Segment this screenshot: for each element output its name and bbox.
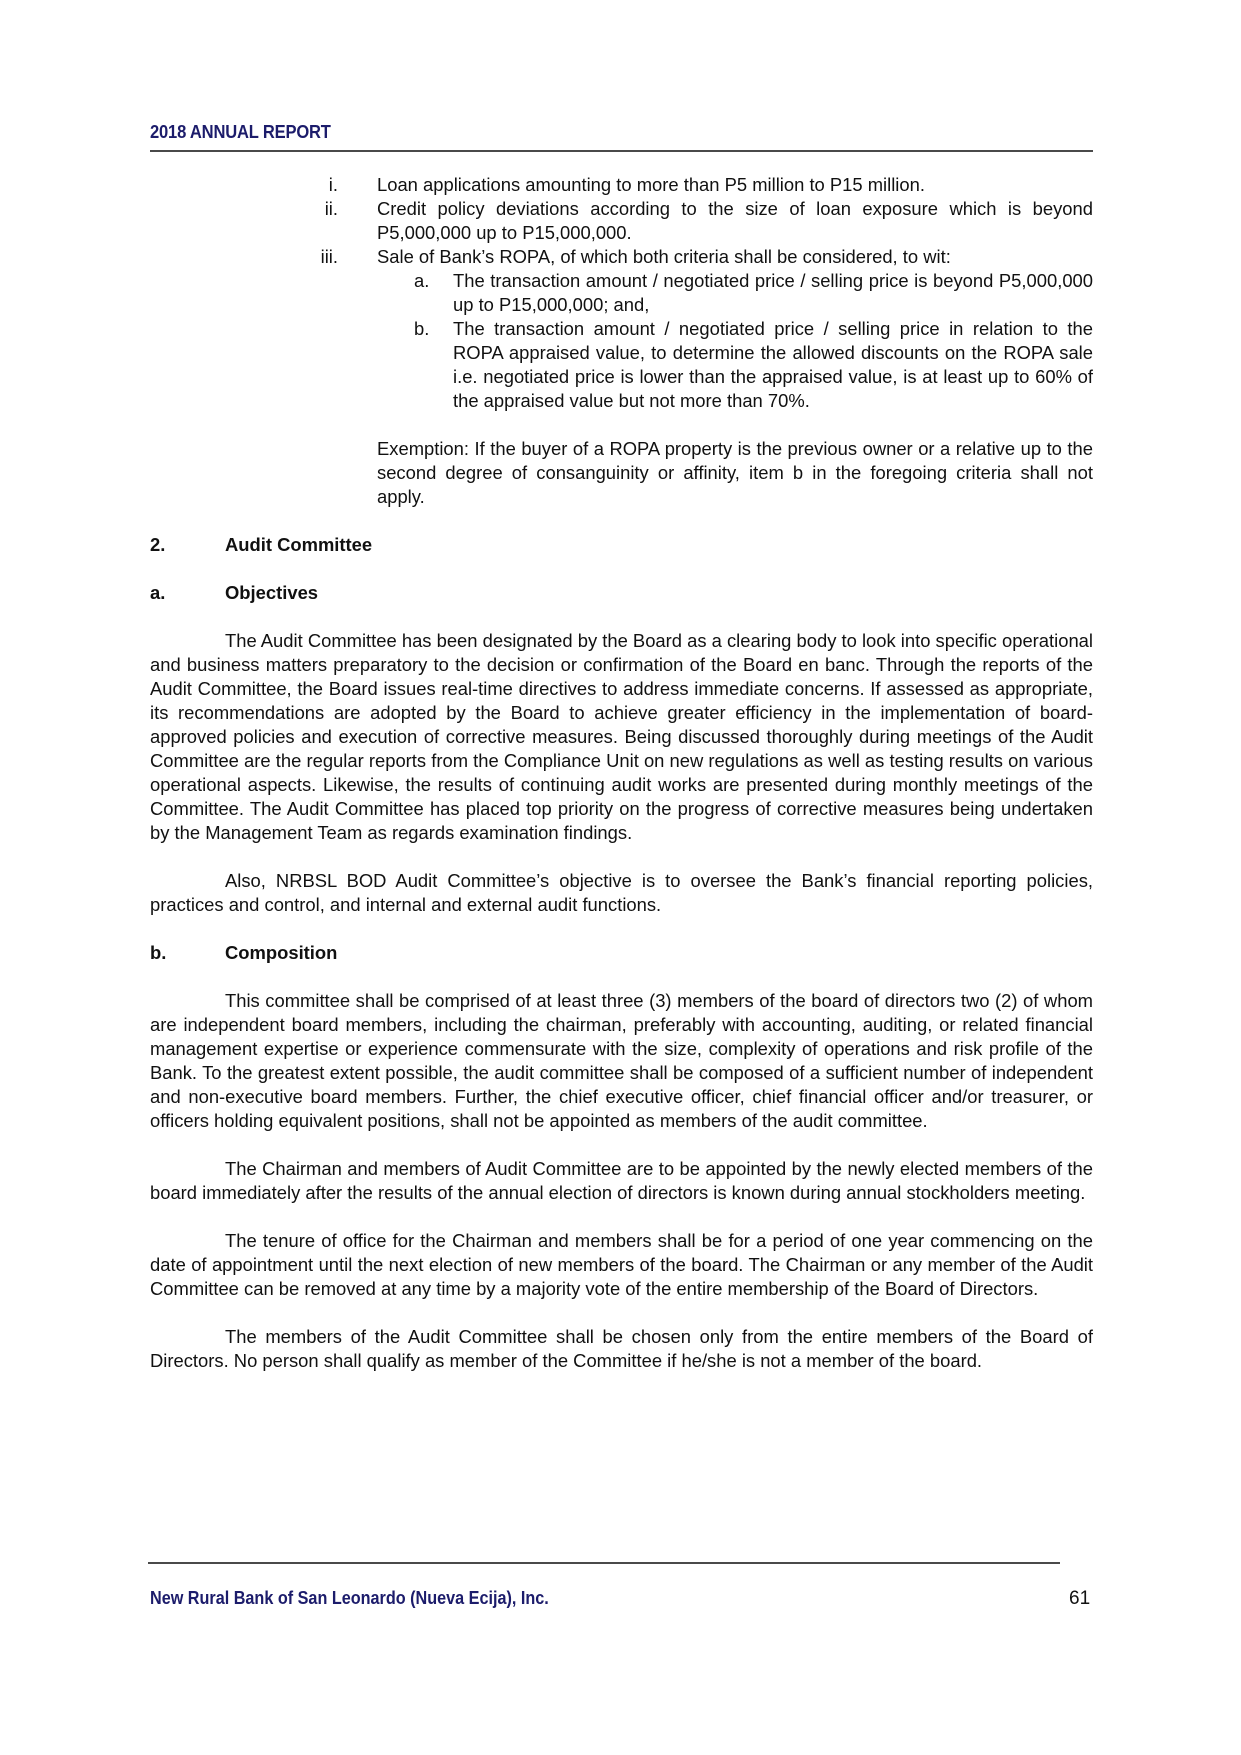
sub-item-number: b. bbox=[414, 318, 430, 339]
composition-paragraph-1: This committee shall be comprised of at least three (3) members of the board of directors two (2) of whom are independent board members, including the chairman, preferably with accounting, auditing, or related financial management expertise or experience commensurate with the size, complexity of operations and risk profile of the Bank. To the greatest extent possible, the audit committee shall be composed of a sufficient number of independent and non-executive board members. Further, the chief executive officer, chief financial officer and/or treasurer, or officers holding equivalent positions, shall not be appointed as members of the audit committee. bbox=[150, 990, 1093, 1131]
page-content bbox=[150, 173, 1093, 1373]
list-number: iii. bbox=[320, 246, 338, 267]
list-text: Sale of Bank’s ROPA, of which both criteria shall be considered, to wit: bbox=[377, 246, 951, 267]
list-text: Credit policy deviations according to the size of loan exposure which is beyond P5,000,000 up to P15,000,000. bbox=[377, 198, 1093, 243]
composition-paragraph-4: The members of the Audit Committee shall be chosen only from the entire members of the Board of Directors. No person shall qualify as member of the Committee if he/she is not a member of the board. bbox=[150, 1326, 1093, 1371]
list-text: Loan applications amounting to more than P5 million to P15 million. bbox=[377, 174, 925, 195]
subsection-heading-composition bbox=[150, 941, 1093, 965]
subsection-number: b. bbox=[150, 942, 167, 963]
list-item-ii bbox=[150, 197, 1093, 245]
footer-bank-name: New Rural Bank of San Leonardo (Nueva Ecija), Inc. bbox=[150, 1588, 549, 1608]
sub-item-text: The transaction amount / negotiated price / selling price in relation to the ROPA appraised value, to determine the allowed discounts on the ROPA sale i.e. negotiated price is lower than the appraised value, is at least up to 60% of the appraised value but not more than 70%. bbox=[453, 318, 1093, 411]
subsection-heading-objectives bbox=[150, 581, 1093, 605]
objectives-paragraph-1: The Audit Committee has been designated by the Board as a clearing body to look into specific operational and business matters preparatory to the decision or confirmation of the Board en banc. Through the reports of the Audit Committee, the Board issues real-time directives to address immediate concerns. If assessed as appropriate, its recommendations are adopted by the Board to achieve greater efficiency in the implementation of board-approved policies and execution of corrective measures. Being discussed thoroughly during meetings of the Audit Committee are the regular reports from the Compliance Unit on new regulations as well as testing results on various operational aspects. Likewise, the results of continuing audit works are presented during monthly meetings of the Committee. The Audit Committee has placed top priority on the progress of corrective measures being undertaken by the Management Team as regards examination findings. bbox=[150, 630, 1093, 843]
objectives-paragraph-2: Also, NRBSL BOD Audit Committee’s objective is to oversee the Bank’s financial reporting policies, practices and control, and internal and external audit functions. bbox=[150, 870, 1093, 915]
subsection-title: Composition bbox=[225, 942, 338, 963]
sub-item-number: a. bbox=[414, 270, 430, 291]
header-divider bbox=[150, 150, 1093, 152]
subsection-number: a. bbox=[150, 582, 166, 603]
list-number: ii. bbox=[324, 198, 338, 219]
section-number: 2. bbox=[150, 534, 166, 555]
sub-item-text: The transaction amount / negotiated price / selling price is beyond P5,000,000 up to P15,000,000; and, bbox=[453, 270, 1093, 315]
sub-item-b bbox=[150, 317, 1093, 413]
sub-item-a bbox=[150, 269, 1093, 317]
exemption-note: Exemption: If the buyer of a ROPA property is the previous owner or a relative up to the second degree of consanguinity or affinity, item b in the foregoing criteria shall not apply. bbox=[377, 438, 1093, 507]
list-number: i. bbox=[328, 174, 338, 195]
list-item-iii bbox=[150, 245, 1093, 269]
composition-paragraph-3: The tenure of office for the Chairman and members shall be for a period of one year commencing on the date of appointment until the next election of new members of the board. The Chairman or any member of the Audit Committee can be removed at any time by a majority vote of the entire membership of the Board of Directors. bbox=[150, 1230, 1093, 1299]
section-heading-audit-committee bbox=[150, 533, 1093, 557]
subsection-title: Objectives bbox=[225, 582, 319, 603]
page-number: 61 bbox=[1069, 1588, 1091, 1609]
footer-divider bbox=[148, 1562, 1060, 1564]
list-item-i bbox=[150, 173, 1093, 197]
section-title: Audit Committee bbox=[225, 534, 373, 555]
composition-paragraph-2: The Chairman and members of Audit Committee are to be appointed by the newly elected members of the board immediately after the results of the annual election of directors is known during annual stockholders meeting. bbox=[150, 1158, 1093, 1203]
report-header-title: 2018 ANNUAL REPORT bbox=[150, 122, 331, 142]
